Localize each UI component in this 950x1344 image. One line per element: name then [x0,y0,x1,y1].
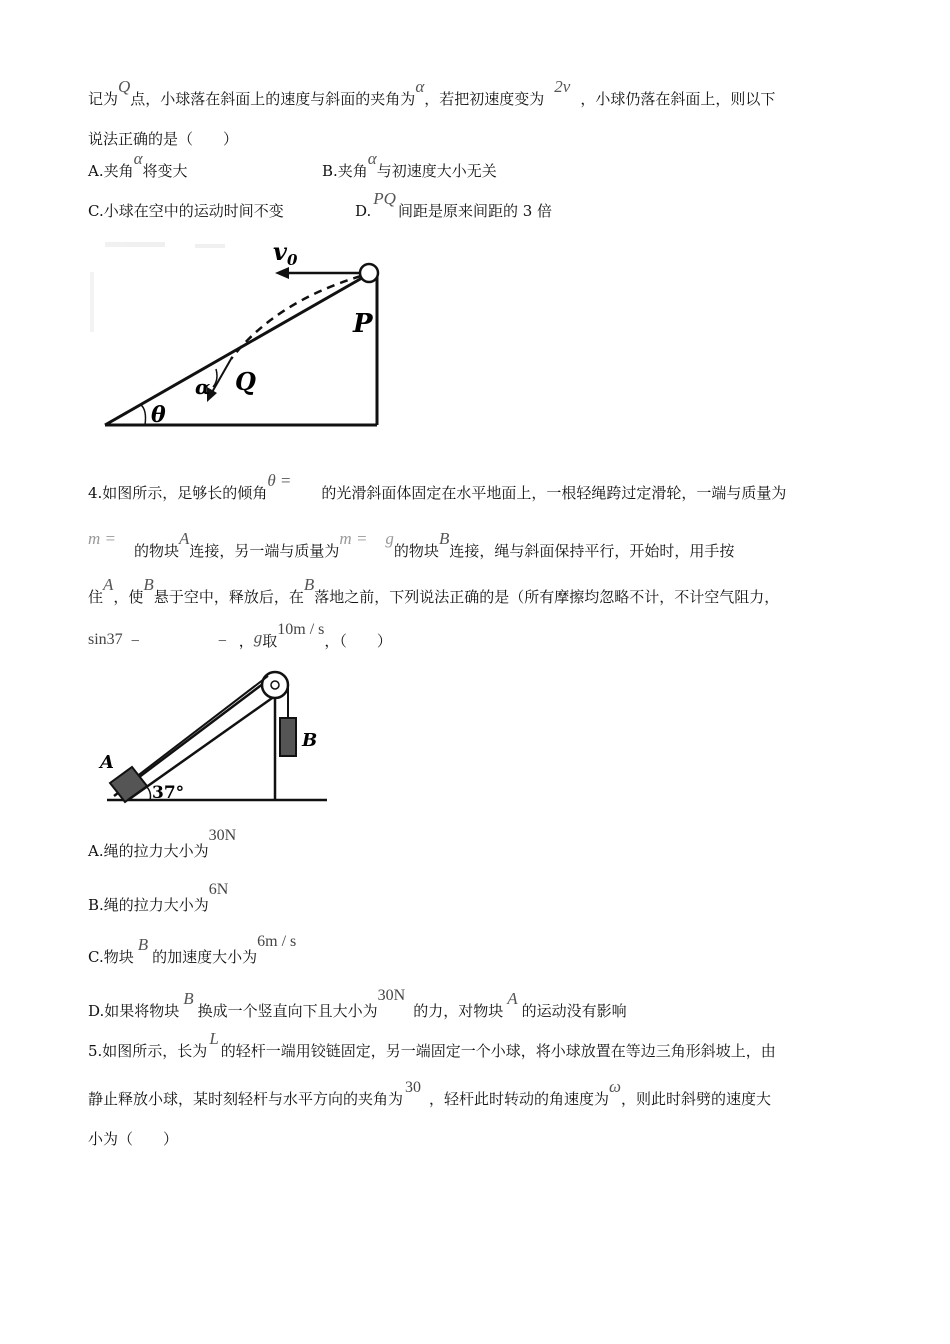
label-v0: $v_0$ [273,237,298,269]
q4-text: 连接，绳与斜面保持平行，开始时，用手按 [449,542,735,560]
q4-option-text: C.物块 [88,948,134,966]
q4-option-d [88,987,627,1023]
scan-artifact [90,242,225,332]
q3-line-1 [88,77,776,110]
q3-option-text: 间距是原来间距的 3 倍 [397,202,553,220]
incline-bottom-edge [128,696,275,800]
ball [360,264,378,282]
label-B: B [302,730,318,751]
q3-option-d [355,189,553,222]
rope-incline [132,676,268,780]
q3-text: 点，小球落在斜面上的速度与斜面的夹角为 [130,90,416,108]
q4-text: 取 [262,632,278,650]
q4-text: 连接，另一端与质量为 [189,542,340,560]
q3-option-c: C.小球在空中的运动时间不变 [88,202,284,220]
q4-option-text: A.绳的拉力大小为 [88,842,209,860]
q4-line-2 [88,529,735,562]
theta-arc [141,405,146,425]
q5-line-2 [88,1077,772,1111]
math-A: A [103,575,114,594]
q5-line-3: 小为（ ） [88,1130,179,1148]
math-omega: ω [609,1077,622,1096]
math-L: L [209,1029,219,1048]
q4-option-text: 的运动没有影响 [521,1002,627,1020]
q4-text: 的光滑斜面体固定在水平地面上，一根轻绳跨过定滑轮，一端与质量为 [321,484,787,502]
q4-text: 4.如图所示，足够长的倾角 [88,484,268,502]
q5-text: ，则此时斜劈的速度大 [621,1090,772,1108]
math-A: A [507,989,518,1008]
label-A: A [100,752,114,773]
q3-option-text: A.夹角 [88,162,134,180]
math-theta: θ = [267,471,292,490]
math-sin37: sin37 [88,631,123,648]
q3-option-a [88,149,188,182]
q5-text: ，轻杆此时转动的角速度为 [429,1090,610,1108]
label-angle: 37° [152,783,185,803]
math-10ms: 10m / s [277,621,325,638]
math-B: B [303,575,315,594]
math-alpha: α [415,77,425,96]
block-b [280,718,296,756]
q3-text: ，小球仍落在斜面上，则以下 [580,90,776,108]
q5-text: 的轻杆一端用铰链固定，另一端固定一个小球，将小球放置在等边三角形斜坡上，由 [220,1042,776,1060]
math-alpha: α [367,149,377,168]
q5-text: 5.如图所示，长为 [88,1042,208,1060]
math-dash: − [217,633,227,650]
q4-line-3 [88,575,780,608]
math-30N: 30N [377,987,406,1004]
label-Q: Q [235,367,256,396]
math-B: B [143,575,154,594]
q4-text: 的物块 [393,542,439,560]
q4-option-text: 换成一个竖直向下且大小为 [197,1002,378,1020]
q3-option-text: 将变大 [142,162,188,180]
label-theta: θ [151,402,166,428]
q3-line-2: 说法正确的是（ ） [88,130,239,148]
pulley-incline-figure [92,668,332,808]
math-Q: Q [118,77,131,96]
projectile-incline-figure [85,232,395,432]
q3-option-text: B.夹角 [322,162,368,180]
label-alpha: α [195,375,211,399]
math-30N: 30N [208,827,237,844]
q4-text: 的物块 [134,542,180,560]
incline-line [105,274,369,425]
q4-text: ，（ ） [324,632,392,650]
q4-text: ， [238,632,254,650]
math-6ms: 6m / s [257,933,297,950]
math-A: A [179,529,190,548]
math-B: B [183,989,194,1008]
q3-option-text: 与初速度大小无关 [376,162,497,180]
pulley-axle [271,681,279,689]
q4-option-b [88,881,229,917]
q3-option-b [322,149,497,182]
q4-option-text: D.如果将物块 [88,1002,180,1020]
math-2v: 2v [554,77,571,96]
q4-option-a [88,827,237,863]
math-B: B [438,529,450,548]
q3-text: 记为 [88,90,119,108]
q3-text: ，若把初速度变为 [424,90,545,108]
math-alpha: α [133,149,143,168]
math-6N: 6N [208,881,229,898]
q3-option-text: D. [355,202,372,220]
q4-option-text: B.绳的拉力大小为 [88,896,209,914]
q4-text: 落地之前，下列说法正确的是（所有摩擦均忽略不计，不计空气阻力， [314,588,780,606]
q4-text: 悬于空中，释放后，在 [153,588,304,606]
q4-text: 住 [88,588,104,606]
label-P: P [353,309,373,339]
q4-line-1 [88,471,787,504]
q4-text: ，使 [113,588,144,606]
math-30deg: 30 [405,1079,422,1096]
math-m2: m = [339,529,368,548]
math-g-faint: g [385,529,394,548]
q4-option-c [88,933,297,969]
math-B: B [137,935,149,954]
math-g: g [253,628,263,647]
q4-option-text: 的力，对物块 [413,1002,504,1020]
q4-option-text: 的加速度大小为 [152,948,258,966]
q5-line-1 [88,1029,776,1062]
math-PQ: PQ [373,189,396,208]
q5-text: 静止释放小球，某时刻轻杆与水平方向的夹角为 [88,1090,404,1108]
math-m1: m = [88,529,116,548]
q4-line-4 [88,621,392,653]
math-dash: − [130,633,140,650]
